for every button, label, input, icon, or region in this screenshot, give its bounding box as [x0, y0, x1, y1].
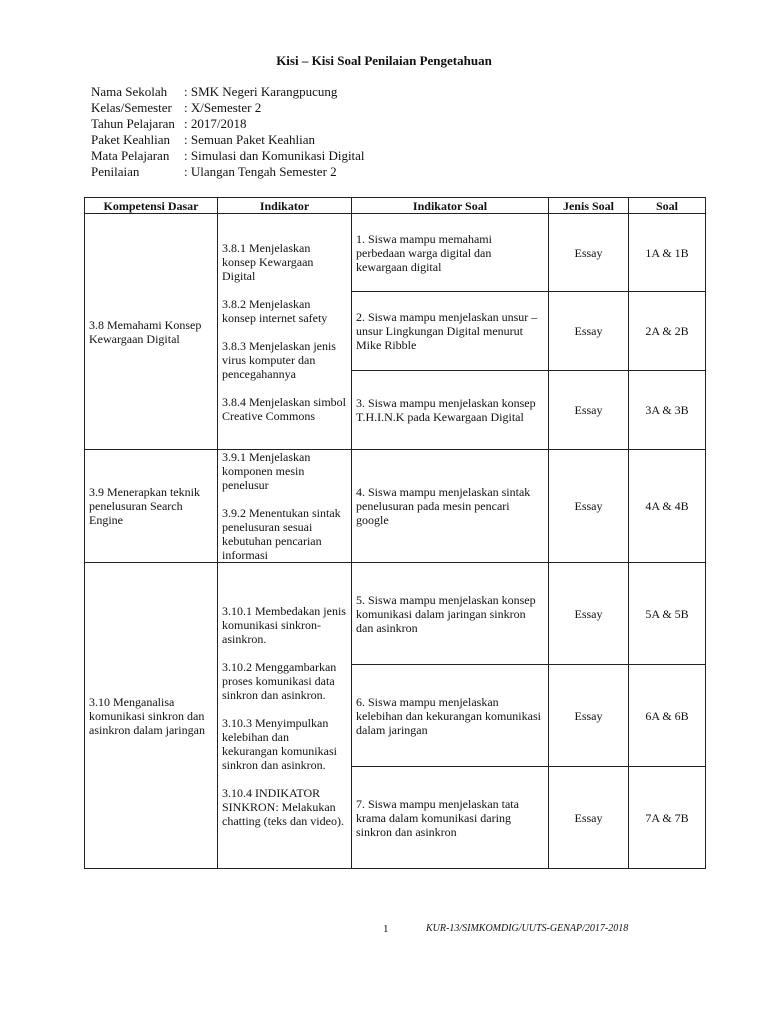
indikator-cell [218, 214, 352, 450]
meta-row-class [91, 100, 365, 116]
table-row [85, 450, 706, 563]
soal-cell: 3A & 3B [629, 371, 706, 450]
soal-cell: 1A & 1B [629, 214, 706, 292]
indikator-soal-cell: 2. Siswa mampu menjelaskan unsur – unsur Lingkungan Digital menurut Mike Ribble [352, 292, 549, 371]
indikator-soal-cell: 1. Siswa mampu memahami perbedaan warga digital dan kewargaan digital [352, 214, 549, 292]
meta-label: Tahun Pelajaran [91, 116, 175, 131]
jenis-soal-cell: Essay [549, 665, 629, 767]
indikator-item: 3.10.4 INDIKATOR SINKRON: Melakukan chatting (teks dan video). [222, 785, 344, 828]
jenis-soal-cell: Essay [549, 450, 629, 563]
table-header-row [85, 198, 706, 214]
indikator-soal-cell: 4. Siswa mampu menjelaskan sintak penelusuran pada mesin pencari google [352, 450, 549, 563]
kd-cell: 3.10 Menganalisa komunikasi sinkron dan asinkron dalam jaringan [85, 563, 218, 869]
indikator-item: 3.8.2 Menjelaskan konsep internet safety [222, 296, 328, 325]
meta-row-assessment [91, 164, 365, 180]
jenis-soal-cell: Essay [549, 371, 629, 450]
indikator-cell [218, 450, 352, 563]
meta-label: Nama Sekolah [91, 84, 168, 99]
kisi-table [84, 197, 706, 869]
soal-cell: 5A & 5B [629, 563, 706, 665]
meta-value: : Ulangan Tengah Semester 2 [184, 164, 337, 179]
meta-value: : 2017/2018 [184, 116, 247, 131]
kd-cell: 3.8 Memahami Konsep Kewargaan Digital [85, 214, 218, 450]
header-indikator-soal: Indikator Soal [352, 198, 549, 214]
table-row [85, 563, 706, 665]
indikator-cell [218, 563, 352, 869]
meta-label: Penilaian [91, 164, 140, 179]
indikator-soal-cell: 6. Siswa mampu menjelaskan kelebihan dan kekurangan komunikasi dalam jaringan [352, 665, 549, 767]
jenis-soal-cell: Essay [549, 292, 629, 371]
kd-cell: 3.9 Menerapkan teknik penelusuran Search Engine [85, 450, 218, 563]
indikator-soal-cell: 7. Siswa mampu menjelaskan tata krama dalam komunikasi daring sinkron dan asinkron [352, 767, 549, 869]
header-jenis-soal: Jenis Soal [549, 198, 629, 214]
document-title: Kisi – Kisi Soal Penilaian Pengetahuan [276, 53, 492, 68]
page-number: 1 [383, 923, 389, 935]
indikator-item: 3.8.4 Menjelaskan simbol Creative Commons [222, 394, 346, 423]
document-code: KUR-13/SIMKOMDIG/UUTS-GENAP/2017-2018 [426, 923, 629, 934]
indikator-item: 3.10.3 Menyimpulkan kelebihan dan kekurangan komunikasi sinkron dan asinkron. [222, 715, 337, 772]
header-soal: Soal [629, 198, 706, 214]
soal-cell: 2A & 2B [629, 292, 706, 371]
soal-cell: 4A & 4B [629, 450, 706, 563]
table-row [85, 214, 706, 292]
soal-cell: 7A & 7B [629, 767, 706, 869]
meta-row-year [91, 116, 365, 132]
indikator-item: 3.8.1 Menjelaskan konsep Kewargaan Digital [222, 240, 314, 283]
soal-cell: 6A & 6B [629, 665, 706, 767]
jenis-soal-cell: Essay [549, 767, 629, 869]
indikator-item: 3.10.1 Membedakan jenis komunikasi sinkron-asinkron. [222, 603, 346, 646]
school-info [91, 84, 365, 180]
indikator-soal-cell: 5. Siswa mampu menjelaskan konsep komunikasi dalam jaringan sinkron dan asinkron [352, 563, 549, 665]
meta-label: Kelas/Semester [91, 100, 172, 115]
header-kompetensi-dasar: Kompetensi Dasar [85, 198, 218, 214]
jenis-soal-cell: Essay [549, 214, 629, 292]
header-indikator: Indikator [218, 198, 352, 214]
meta-value: : X/Semester 2 [184, 100, 262, 115]
indikator-item: 3.9.1 Menjelaskan komponen mesin penelusur [222, 450, 311, 492]
meta-label: Paket Keahlian [91, 132, 171, 147]
meta-value: : SMK Negeri Karangpucung [184, 84, 338, 99]
meta-label: Mata Pelajaran [91, 148, 170, 163]
indikator-soal-cell: 3. Siswa mampu menjelaskan konsep T.H.I.N.K pada Kewargaan Digital [352, 371, 549, 450]
meta-value: : Simulasi dan Komunikasi Digital [184, 148, 365, 163]
meta-row-package [91, 132, 365, 148]
indikator-item: 3.10.2 Menggambarkan proses komunikasi data sinkron dan asinkron. [222, 659, 337, 702]
jenis-soal-cell: Essay [549, 563, 629, 665]
meta-value: : Semuan Paket Keahlian [184, 132, 316, 147]
meta-row-school [91, 84, 365, 100]
indikator-item: 3.8.3 Menjelaskan jenis virus komputer dan pencegahannya [222, 338, 336, 381]
indikator-item: 3.9.2 Menentukan sintak penelusuran sesuai kebutuhan pencarian informasi [222, 506, 341, 562]
meta-row-subject [91, 148, 365, 164]
